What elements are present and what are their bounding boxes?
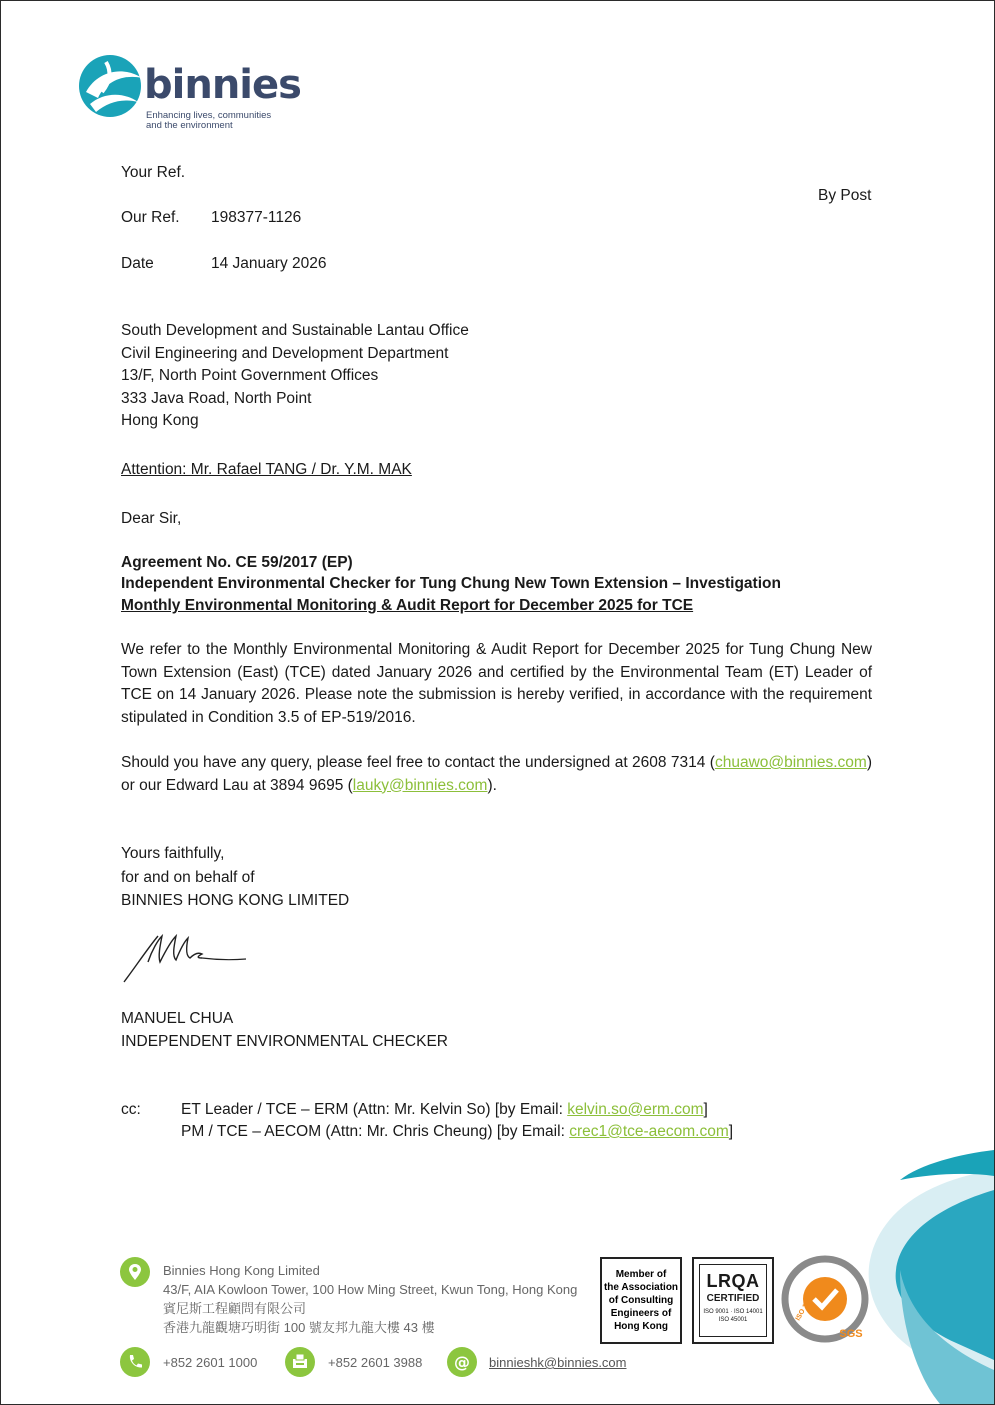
date-value: 14 January 2026 bbox=[211, 255, 327, 272]
handwritten-signature bbox=[118, 928, 253, 988]
address-line: Hong Kong bbox=[121, 412, 199, 429]
para2-text: ). bbox=[487, 776, 497, 794]
footer-email[interactable]: binnieshk@binnies.com bbox=[489, 1355, 627, 1370]
email-link-crec1[interactable]: crec1@tce-aecom.com bbox=[569, 1123, 729, 1140]
svg-text:Hong Kong: Hong Kong bbox=[614, 1321, 668, 1332]
cc-text: ] bbox=[728, 1123, 734, 1140]
email-link-kelvin[interactable]: kelvin.so@erm.com bbox=[567, 1101, 704, 1118]
svg-text:Engineers of: Engineers of bbox=[610, 1308, 672, 1319]
logo-tagline-1: Enhancing lives, communities bbox=[146, 110, 272, 121]
email-icon bbox=[447, 1347, 477, 1377]
cc-text: PM / TCE – AECOM (Attn: Mr. Chris Cheung) [by Email: bbox=[181, 1123, 570, 1140]
location-pin-icon bbox=[120, 1257, 150, 1287]
closing-line: for and on behalf of bbox=[121, 869, 255, 886]
our-ref-value: 198377-1126 bbox=[211, 209, 302, 226]
our-ref-label: Our Ref. bbox=[121, 209, 180, 226]
closing-line: Yours faithfully, bbox=[121, 845, 225, 862]
fax-icon bbox=[285, 1347, 315, 1377]
email-link-chuawo[interactable]: chuawo@binnies.com bbox=[714, 754, 867, 771]
footer-company: Binnies Hong Kong Limited bbox=[163, 1263, 320, 1278]
lrqa-logo-text: LRQA bbox=[706, 1271, 760, 1291]
svg-text:ISO 14001: ISO 14001 bbox=[794, 1289, 818, 1322]
address-line: 333 Java Road, North Point bbox=[121, 389, 312, 407]
closing-company: BINNIES HONG KONG LIMITED bbox=[121, 892, 350, 909]
footer-company-zh: 賓尼斯工程顧問有限公司 bbox=[163, 1301, 307, 1316]
acek-badge-text bbox=[602, 1259, 680, 1342]
cc-line-1 bbox=[181, 1099, 708, 1122]
subject-report: Monthly Environmental Monitoring & Audit Report for December 2025 for TCE bbox=[121, 597, 694, 614]
footer-phone: +852 2601 1000 bbox=[163, 1355, 258, 1370]
sgs-iso-badge bbox=[781, 1255, 871, 1345]
delivery-method: By Post bbox=[818, 187, 872, 204]
logo-tagline-2: and the environment bbox=[146, 120, 233, 131]
footer-address-zh: 香港九龍觀塘巧明街 100 號友邦九龍大樓 43 樓 bbox=[163, 1320, 435, 1335]
subject-title: Independent Environmental Checker for Tung Chung New Town Extension – Investigation bbox=[121, 575, 781, 592]
svg-text:the Association: the Association bbox=[603, 1282, 679, 1293]
salutation: Dear Sir, bbox=[121, 510, 182, 527]
lrqa-iso-text: ISO 9001 · ISO 14001 bbox=[703, 1309, 763, 1315]
subject-agreement: Agreement No. CE 59/2017 (EP) bbox=[121, 554, 353, 571]
cc-text: ET Leader / TCE – ERM (Attn: Mr. Kelvin So) [by Email: bbox=[181, 1101, 568, 1118]
svg-text:Member of: Member of bbox=[615, 1269, 667, 1280]
lrqa-certified-text: CERTIFIED bbox=[706, 1293, 760, 1304]
footer-address-en: 43/F, AIA Kowloon Tower, 100 How Ming Street, Kwun Tong, Hong Kong bbox=[163, 1282, 578, 1297]
lrqa-iso-text-2: ISO 45001 bbox=[718, 1317, 748, 1323]
logo-wordmark: binnies bbox=[144, 62, 301, 108]
signatory-title: INDEPENDENT ENVIRONMENTAL CHECKER bbox=[121, 1033, 448, 1050]
svg-text:@: @ bbox=[454, 1352, 470, 1372]
svg-text:SGS: SGS bbox=[839, 1328, 863, 1340]
cc-text: ] bbox=[703, 1101, 708, 1118]
recipient-address bbox=[121, 320, 469, 433]
binnies-logo bbox=[76, 52, 306, 132]
binnies-swirl-icon bbox=[76, 52, 148, 120]
address-line: South Development and Sustainable Lantau Office bbox=[121, 322, 469, 339]
para2-text: Should you have any query, please feel free to contact the undersigned at 2608 7314 ( bbox=[121, 754, 715, 771]
attention-line: Attention: Mr. Rafael TANG / Dr. Y.M. MAK bbox=[121, 461, 412, 478]
email-link-lauky[interactable]: lauky@binnies.com bbox=[352, 776, 488, 794]
address-line: 13/F, North Point Government Offices bbox=[121, 367, 379, 384]
body-paragraph-1: We refer to the Monthly Environmental Monitoring & Audit Report for December 2025 for Tung Chung New Town Extension (East) (TCE) dated January 2026 and certified by the Environmental Team (ET) Leader of TCE on 14 January 2026. Please note the submission is hereby verified, in accordance with the requirement stipulated in Condition 3.5 of EP-519/2016. bbox=[121, 641, 872, 726]
your-ref-label: Your Ref. bbox=[121, 164, 186, 181]
cc-label: cc: bbox=[121, 1101, 141, 1118]
svg-text:of Consulting: of Consulting bbox=[608, 1295, 674, 1306]
signatory-name: MANUEL CHUA bbox=[121, 1010, 234, 1027]
body-paragraph-2 bbox=[121, 752, 872, 797]
address-line: Civil Engineering and Development Department bbox=[121, 344, 449, 362]
date-label: Date bbox=[121, 255, 154, 272]
phone-icon bbox=[120, 1347, 150, 1377]
lrqa-certified-badge bbox=[692, 1257, 774, 1344]
acek-membership-badge bbox=[600, 1257, 682, 1344]
footer-fax: +852 2601 3988 bbox=[328, 1355, 423, 1370]
para2-text: ) or our Edward Lau at 3894 9695 ( bbox=[121, 754, 872, 794]
cc-line-2 bbox=[181, 1121, 733, 1144]
